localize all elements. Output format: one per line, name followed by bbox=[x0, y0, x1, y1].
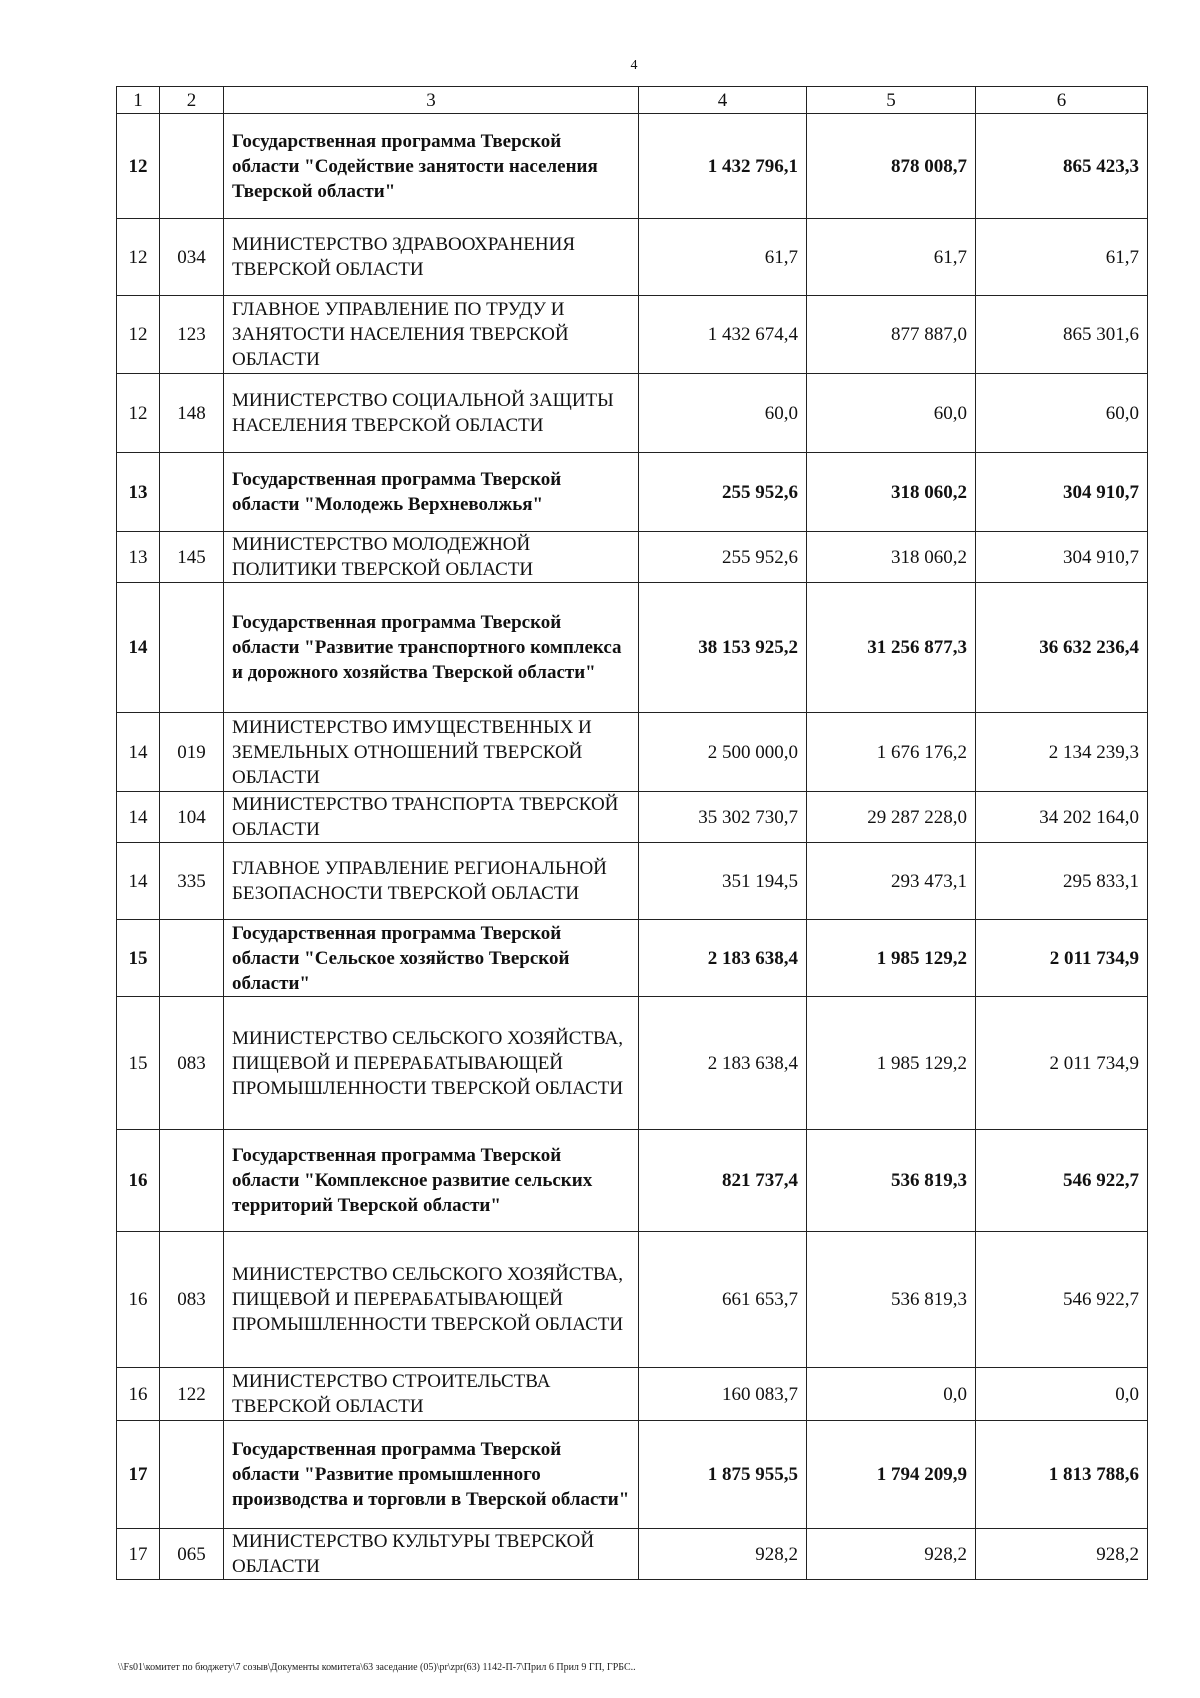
program-number-cell: 15 bbox=[117, 997, 160, 1130]
amount-col5-cell: 318 060,2 bbox=[807, 532, 976, 583]
amount-col5-cell: 536 819,3 bbox=[807, 1232, 976, 1368]
amount-col5-cell: 878 008,7 bbox=[807, 114, 976, 219]
amount-col4-cell: 1 432 674,4 bbox=[639, 296, 807, 374]
department-row bbox=[117, 374, 1148, 453]
amount-col6-cell: 2 011 734,9 bbox=[976, 997, 1148, 1130]
department-code-cell: 122 bbox=[160, 1368, 224, 1421]
header-row bbox=[117, 87, 1148, 114]
amount-col5-cell: 29 287 228,0 bbox=[807, 792, 976, 843]
column-header-5: 5 bbox=[807, 87, 976, 114]
department-code-cell: 335 bbox=[160, 843, 224, 920]
program-number-cell: 17 bbox=[117, 1421, 160, 1529]
amount-col4-cell: 351 194,5 bbox=[639, 843, 807, 920]
amount-col5-cell: 61,7 bbox=[807, 219, 976, 296]
table-body bbox=[117, 114, 1148, 1580]
amount-col6-cell: 546 922,7 bbox=[976, 1130, 1148, 1232]
page-number: 4 bbox=[630, 58, 638, 73]
column-header-6: 6 bbox=[976, 87, 1148, 114]
amount-col6-cell: 1 813 788,6 bbox=[976, 1421, 1148, 1529]
amount-col6-cell: 60,0 bbox=[976, 374, 1148, 453]
column-header-1: 1 bbox=[117, 87, 160, 114]
amount-col6-cell: 0,0 bbox=[976, 1368, 1148, 1421]
department-code-cell bbox=[160, 920, 224, 997]
department-code-cell: 019 bbox=[160, 713, 224, 792]
amount-col4-cell: 1 875 955,5 bbox=[639, 1421, 807, 1529]
program-number-cell: 12 bbox=[117, 296, 160, 374]
amount-col6-cell: 2 011 734,9 bbox=[976, 920, 1148, 997]
amount-col4-cell: 35 302 730,7 bbox=[639, 792, 807, 843]
program-number-cell: 14 bbox=[117, 843, 160, 920]
department-code-cell: 065 bbox=[160, 1529, 224, 1580]
department-code-cell bbox=[160, 114, 224, 219]
department-code-cell: 083 bbox=[160, 997, 224, 1130]
department-code-cell bbox=[160, 1130, 224, 1232]
amount-col5-cell: 1 676 176,2 bbox=[807, 713, 976, 792]
amount-col4-cell: 928,2 bbox=[639, 1529, 807, 1580]
name-cell: ГЛАВНОЕ УПРАВЛЕНИЕ РЕГИОНАЛЬНОЙ БЕЗОПАСНОСТИ ТВЕРСКОЙ ОБЛАСТИ bbox=[224, 843, 639, 920]
department-row bbox=[117, 997, 1148, 1130]
amount-col4-cell: 61,7 bbox=[639, 219, 807, 296]
amount-col5-cell: 31 256 877,3 bbox=[807, 583, 976, 713]
column-header-4: 4 bbox=[639, 87, 807, 114]
amount-col5-cell: 1 985 129,2 bbox=[807, 920, 976, 997]
amount-col4-cell: 160 083,7 bbox=[639, 1368, 807, 1421]
name-cell: МИНИСТЕРСТВО СТРОИТЕЛЬСТВА ТВЕРСКОЙ ОБЛАСТИ bbox=[224, 1368, 639, 1421]
name-cell: МИНИСТЕРСТВО СЕЛЬСКОГО ХОЗЯЙСТВА, ПИЩЕВОЙ И ПЕРЕРАБАТЫВАЮЩЕЙ ПРОМЫШЛЕННОСТИ ТВЕРСКОЙ ОБЛАСТИ bbox=[224, 1232, 639, 1368]
program-number-cell: 14 bbox=[117, 713, 160, 792]
amount-col6-cell: 304 910,7 bbox=[976, 532, 1148, 583]
department-row bbox=[117, 219, 1148, 296]
name-cell: МИНИСТЕРСТВО СОЦИАЛЬНОЙ ЗАЩИТЫ НАСЕЛЕНИЯ ТВЕРСКОЙ ОБЛАСТИ bbox=[224, 374, 639, 453]
name-cell: Государственная программа Тверской области "Комплексное развитие сельских территорий Тверской области" bbox=[224, 1130, 639, 1232]
amount-col5-cell: 1 794 209,9 bbox=[807, 1421, 976, 1529]
column-header-3: 3 bbox=[224, 87, 639, 114]
department-code-cell: 123 bbox=[160, 296, 224, 374]
amount-col5-cell: 1 985 129,2 bbox=[807, 997, 976, 1130]
program-number-cell: 16 bbox=[117, 1232, 160, 1368]
department-code-cell bbox=[160, 583, 224, 713]
department-row bbox=[117, 792, 1148, 843]
name-cell: Государственная программа Тверской области "Развитие промышленного производства и торговли в Тверской области" bbox=[224, 1421, 639, 1529]
amount-col6-cell: 61,7 bbox=[976, 219, 1148, 296]
amount-col4-cell: 1 432 796,1 bbox=[639, 114, 807, 219]
amount-col4-cell: 2 500 000,0 bbox=[639, 713, 807, 792]
column-header-2: 2 bbox=[160, 87, 224, 114]
program-number-cell: 14 bbox=[117, 583, 160, 713]
department-code-cell bbox=[160, 453, 224, 532]
department-row bbox=[117, 532, 1148, 583]
program-number-cell: 15 bbox=[117, 920, 160, 997]
department-code-cell: 083 bbox=[160, 1232, 224, 1368]
department-row bbox=[117, 713, 1148, 792]
file-path-footer: \\Fs01\комитет по бюджету\7 созыв\Документы комитета\63 заседание (05)\pr\zpr(63) 1142-П-7\Прил 6 Прил 9 ГП, ГРБС.. bbox=[118, 1662, 636, 1673]
budget-table bbox=[116, 86, 1148, 1580]
name-cell: ГЛАВНОЕ УПРАВЛЕНИЕ ПО ТРУДУ И ЗАНЯТОСТИ НАСЕЛЕНИЯ ТВЕРСКОЙ ОБЛАСТИ bbox=[224, 296, 639, 374]
program-row bbox=[117, 920, 1148, 997]
department-code-cell: 034 bbox=[160, 219, 224, 296]
amount-col5-cell: 60,0 bbox=[807, 374, 976, 453]
program-number-cell: 16 bbox=[117, 1368, 160, 1421]
amount-col4-cell: 255 952,6 bbox=[639, 532, 807, 583]
amount-col5-cell: 318 060,2 bbox=[807, 453, 976, 532]
name-cell: МИНИСТЕРСТВО КУЛЬТУРЫ ТВЕРСКОЙ ОБЛАСТИ bbox=[224, 1529, 639, 1580]
amount-col6-cell: 928,2 bbox=[976, 1529, 1148, 1580]
department-row bbox=[117, 843, 1148, 920]
amount-col6-cell: 34 202 164,0 bbox=[976, 792, 1148, 843]
program-number-cell: 12 bbox=[117, 219, 160, 296]
amount-col6-cell: 2 134 239,3 bbox=[976, 713, 1148, 792]
amount-col5-cell: 0,0 bbox=[807, 1368, 976, 1421]
name-cell: МИНИСТЕРСТВО СЕЛЬСКОГО ХОЗЯЙСТВА, ПИЩЕВОЙ И ПЕРЕРАБАТЫВАЮЩЕЙ ПРОМЫШЛЕННОСТИ ТВЕРСКОЙ ОБЛАСТИ bbox=[224, 997, 639, 1130]
amount-col4-cell: 255 952,6 bbox=[639, 453, 807, 532]
name-cell: МИНИСТЕРСТВО ТРАНСПОРТА ТВЕРСКОЙ ОБЛАСТИ bbox=[224, 792, 639, 843]
amount-col4-cell: 38 153 925,2 bbox=[639, 583, 807, 713]
amount-col5-cell: 928,2 bbox=[807, 1529, 976, 1580]
program-number-cell: 12 bbox=[117, 114, 160, 219]
amount-col6-cell: 304 910,7 bbox=[976, 453, 1148, 532]
program-row bbox=[117, 114, 1148, 219]
department-row bbox=[117, 1232, 1148, 1368]
name-cell: Государственная программа Тверской области "Молодежь Верхневолжья" bbox=[224, 453, 639, 532]
program-number-cell: 16 bbox=[117, 1130, 160, 1232]
amount-col4-cell: 60,0 bbox=[639, 374, 807, 453]
department-row bbox=[117, 1529, 1148, 1580]
program-number-cell: 17 bbox=[117, 1529, 160, 1580]
program-row bbox=[117, 1130, 1148, 1232]
name-cell: МИНИСТЕРСТВО ЗДРАВООХРАНЕНИЯ ТВЕРСКОЙ ОБЛАСТИ bbox=[224, 219, 639, 296]
amount-col6-cell: 36 632 236,4 bbox=[976, 583, 1148, 713]
department-code-cell bbox=[160, 1421, 224, 1529]
program-number-cell: 14 bbox=[117, 792, 160, 843]
program-row bbox=[117, 1421, 1148, 1529]
amount-col5-cell: 293 473,1 bbox=[807, 843, 976, 920]
amount-col4-cell: 661 653,7 bbox=[639, 1232, 807, 1368]
name-cell: Государственная программа Тверской области "Развитие транспортного комплекса и дорожного хозяйства Тверской области" bbox=[224, 583, 639, 713]
department-code-cell: 148 bbox=[160, 374, 224, 453]
department-code-cell: 145 bbox=[160, 532, 224, 583]
department-row bbox=[117, 1368, 1148, 1421]
name-cell: Государственная программа Тверской области "Сельское хозяйство Тверской области" bbox=[224, 920, 639, 997]
amount-col5-cell: 536 819,3 bbox=[807, 1130, 976, 1232]
amount-col6-cell: 865 301,6 bbox=[976, 296, 1148, 374]
amount-col5-cell: 877 887,0 bbox=[807, 296, 976, 374]
program-number-cell: 13 bbox=[117, 453, 160, 532]
amount-col4-cell: 2 183 638,4 bbox=[639, 997, 807, 1130]
amount-col6-cell: 295 833,1 bbox=[976, 843, 1148, 920]
name-cell: МИНИСТЕРСТВО МОЛОДЕЖНОЙ ПОЛИТИКИ ТВЕРСКОЙ ОБЛАСТИ bbox=[224, 532, 639, 583]
program-number-cell: 13 bbox=[117, 532, 160, 583]
amount-col4-cell: 821 737,4 bbox=[639, 1130, 807, 1232]
name-cell: МИНИСТЕРСТВО ИМУЩЕСТВЕННЫХ И ЗЕМЕЛЬНЫХ ОТНОШЕНИЙ ТВЕРСКОЙ ОБЛАСТИ bbox=[224, 713, 639, 792]
program-number-cell: 12 bbox=[117, 374, 160, 453]
amount-col4-cell: 2 183 638,4 bbox=[639, 920, 807, 997]
name-cell: Государственная программа Тверской области "Содействие занятости населения Тверской области" bbox=[224, 114, 639, 219]
department-row bbox=[117, 296, 1148, 374]
amount-col6-cell: 865 423,3 bbox=[976, 114, 1148, 219]
program-row bbox=[117, 453, 1148, 532]
amount-col6-cell: 546 922,7 bbox=[976, 1232, 1148, 1368]
department-code-cell: 104 bbox=[160, 792, 224, 843]
program-row bbox=[117, 583, 1148, 713]
